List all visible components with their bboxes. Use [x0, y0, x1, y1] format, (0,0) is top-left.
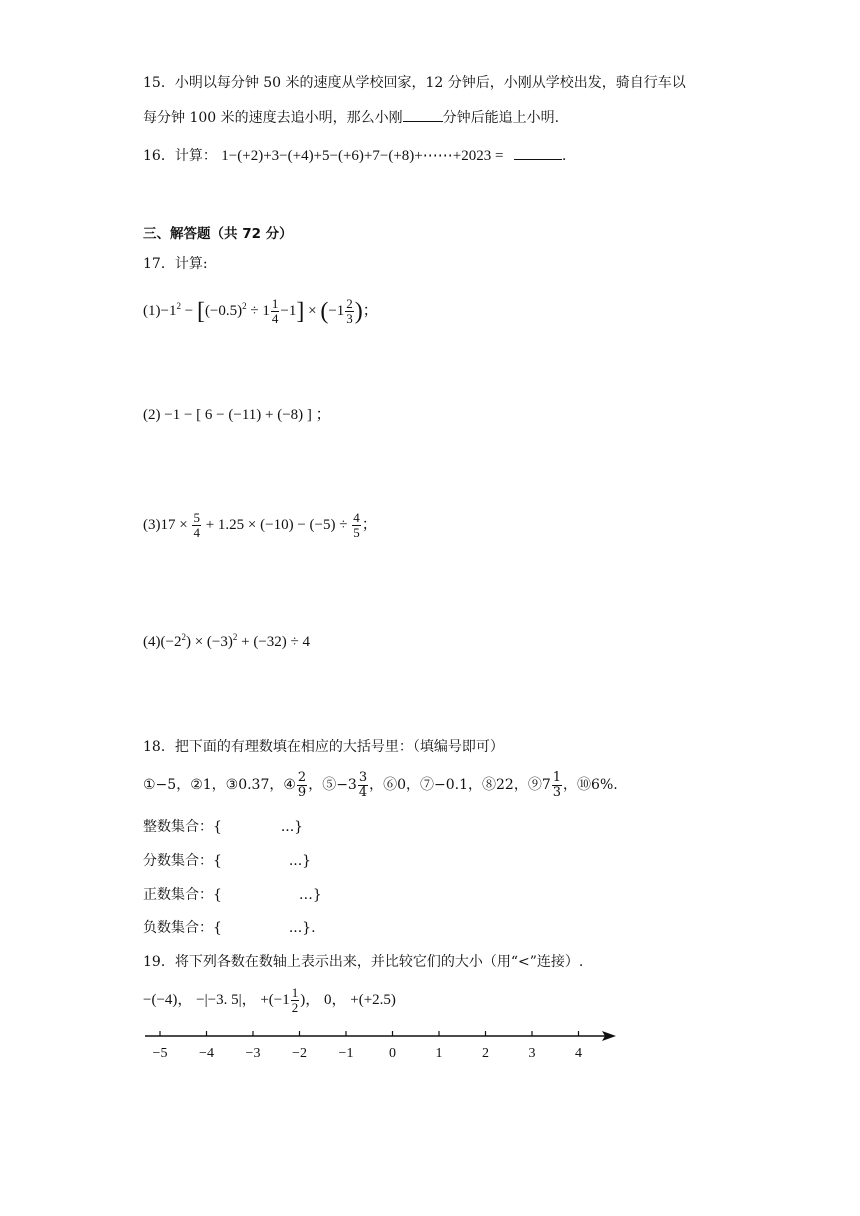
q19-numbers	[143, 985, 396, 1015]
q17-p3-c: + 1.25 × (−10) − (−5) ÷	[201, 517, 352, 533]
q19-frac: $\frac{1}{2}$	[291, 985, 299, 1016]
q15-answer-blank[interactable]	[403, 107, 443, 122]
q17-p4-prefix: (4)	[143, 634, 161, 650]
q18-label: 18．把下面的有理数填在相应的大括号里：（填编号即可）	[143, 739, 504, 755]
q19-nums-b: )， 0， +(+2.5)	[300, 992, 396, 1008]
q17-part3	[143, 510, 377, 540]
q17-p1-rparen: )	[354, 298, 363, 325]
set-negatives-close: ...}.	[288, 920, 316, 936]
q17-p4-c: + (−32) ÷ 4	[237, 634, 311, 650]
set-positives-input[interactable]	[226, 885, 294, 899]
section-title: 三、解答题（共 72 分）	[143, 226, 293, 242]
q17-label: 17．计算:	[143, 256, 208, 272]
q17-p4-sq: 2	[181, 632, 186, 642]
q17-p3-frac2: $\frac{4}{5}$	[353, 510, 360, 541]
q17-p1-prefix: (1)	[143, 303, 161, 319]
tick-label: −4	[199, 1046, 214, 1061]
q17-p4-sq2: 2	[232, 632, 238, 642]
q18-frac1: $\frac{2}{9}$	[297, 769, 307, 800]
q17-part1	[143, 294, 378, 326]
q17-p1-i: −1	[328, 303, 345, 319]
q17-p1-h: ×	[304, 303, 321, 319]
q18-items	[143, 770, 618, 800]
set-positives-close: …}	[298, 887, 322, 903]
q15-line2	[143, 107, 559, 128]
q18-frac3: $\frac{1}{3}$	[552, 769, 562, 800]
set-fractions-input[interactable]	[226, 851, 284, 865]
q17-p3-prefix: (3)	[143, 517, 161, 533]
tick-label: 1	[435, 1046, 443, 1061]
q17-p1-b: −	[180, 303, 197, 319]
q17-p1-end: ；	[362, 303, 378, 319]
q17-p3-frac1: $\frac{5}{4}$	[193, 510, 200, 541]
q17-p3-end: ；	[361, 517, 377, 533]
q18-items-a: ①−5，②1，③0.37，④	[143, 777, 296, 793]
q16-end: .	[561, 148, 567, 164]
set-integers-close: ...}	[280, 819, 304, 835]
q17-p1-e: ÷ 1	[246, 303, 270, 319]
q17-p4-b: ) × (−3)	[185, 634, 233, 650]
q15-text-a: 每分钟 100 米的速度去追小明，那么小刚	[143, 110, 403, 126]
set-fractions-close: ...}	[288, 853, 312, 869]
tick-label: 0	[389, 1046, 396, 1061]
set-fractions-label: 分数集合：{	[143, 853, 222, 869]
q17-p4-a: (−2	[160, 634, 182, 650]
q17-p1-rbracket: ]	[296, 298, 305, 325]
q15-text-b: 分钟后能追上小明.	[442, 110, 560, 126]
set-integers	[143, 817, 343, 837]
tick-label: −2	[292, 1046, 307, 1061]
q15-line1: 15．小明以每分钟 50 米的速度从学校回家，12 分钟后，小刚从学校出发，骑自行车以	[143, 75, 686, 91]
q17-p1-frac1: $\frac{1}{4}$	[271, 296, 279, 327]
q16	[143, 145, 566, 166]
q18-frac2: $\frac{3}{4}$	[358, 769, 368, 800]
set-negatives-input[interactable]	[226, 918, 284, 932]
q17-part2: (2) −1 − [ 6 − (−11) + (−8) ] ；	[143, 407, 331, 423]
q17-p1-frac2: $\frac{2}{3}$	[346, 296, 353, 327]
q17-p1-sq: 2	[176, 301, 181, 311]
q17-part4	[143, 627, 310, 652]
q19-label: 19．将下列各数在数轴上表示出来，并比较它们的大小（用“<”连接）.	[143, 954, 584, 970]
q16-label: 16．计算：	[143, 148, 217, 164]
tick-label: −3	[245, 1046, 261, 1061]
q17-p1-a: −1	[160, 303, 177, 319]
set-integers-input[interactable]	[226, 817, 276, 831]
q16-answer-blank[interactable]	[514, 145, 562, 160]
q18-items-d: ，⑩6%.	[563, 777, 618, 793]
q17-p1-c: (−0.5)	[204, 303, 243, 319]
set-negatives-label: 负数集合：{	[143, 920, 222, 936]
tick-label: 4	[575, 1046, 582, 1061]
tick-label: 2	[482, 1046, 489, 1061]
tick-label: −1	[338, 1046, 354, 1061]
set-positives	[143, 885, 363, 905]
q18-items-b: ，⑤−3	[308, 777, 357, 793]
set-positives-label: 正数集合：{	[143, 887, 222, 903]
number-line[interactable]	[140, 1020, 630, 1070]
tick-label: −5	[152, 1046, 168, 1061]
tick-label: 3	[528, 1046, 536, 1061]
q16-expression: 1−(+2)+3−(+4)+5−(+6)+7−(+8)+⋯⋯+2023 =	[221, 148, 504, 164]
q19-nums-a: −(−4)， −|−3. 5|， +(−1	[143, 992, 290, 1008]
q17-p1-lparen: (	[320, 298, 329, 325]
set-negatives	[143, 918, 363, 938]
set-integers-label: 整数集合：{	[143, 819, 222, 835]
q17-p1-lbracket: [	[196, 298, 205, 325]
q17-p1-d: 2	[242, 301, 247, 311]
q17-p1-g: −1	[280, 303, 297, 319]
q18-items-c: ，⑥0，⑦−0.1，⑧22，⑨7	[369, 777, 551, 793]
set-fractions	[143, 851, 343, 871]
q17-p3-a: 17 ×	[160, 517, 192, 533]
